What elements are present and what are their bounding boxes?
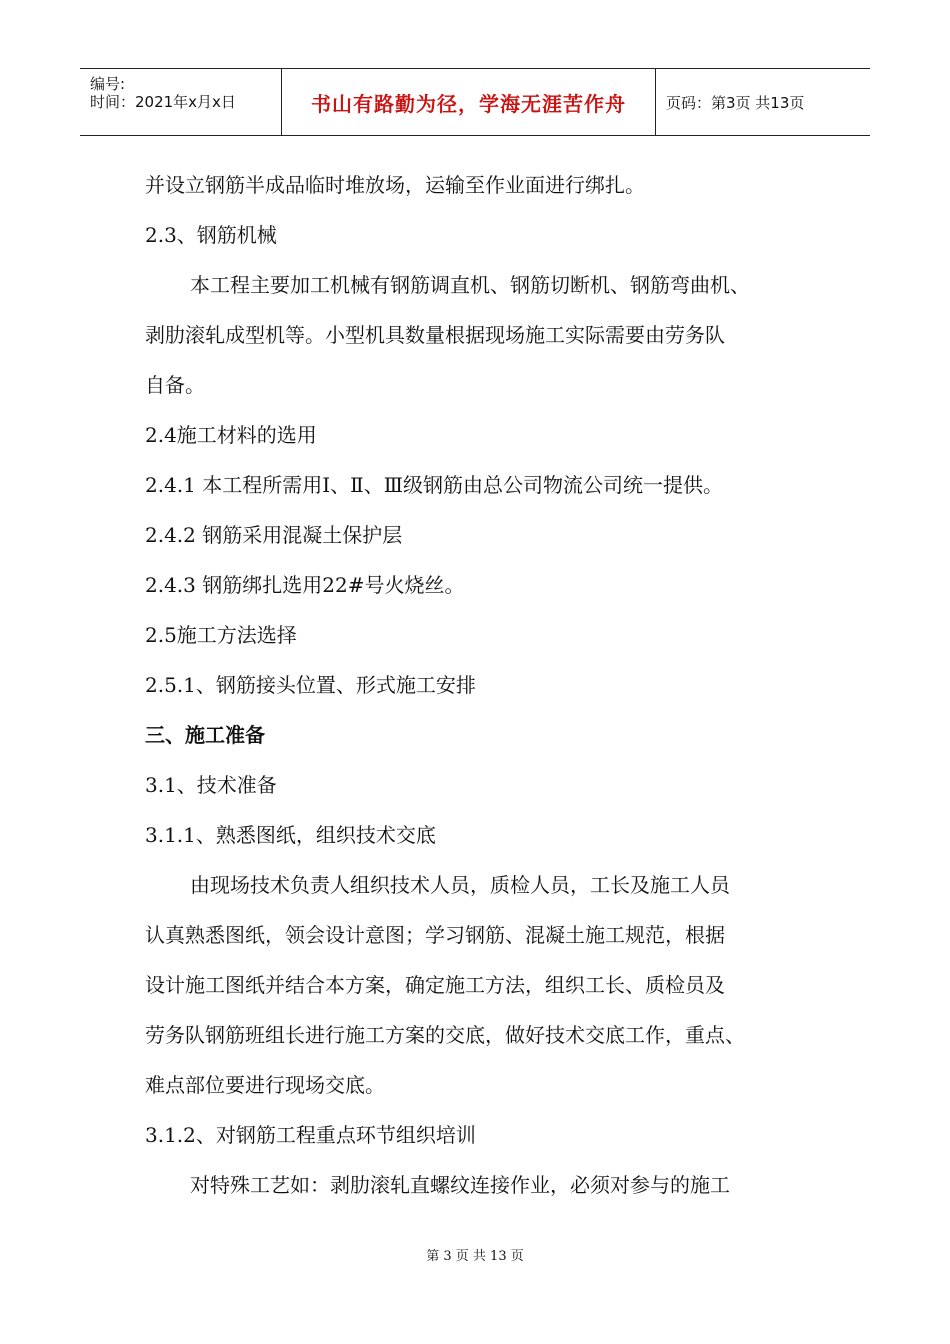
header-motto: 书山有路勤为径，学海无涯苦作舟 bbox=[311, 91, 626, 116]
paragraph-line: 本工程主要加工机械有钢筋调直机、钢筋切断机、钢筋弯曲机、 bbox=[190, 273, 750, 297]
header-page-info: 页码：第3页 共13页 bbox=[666, 93, 805, 112]
paragraph-line: 2.4.3 钢筋绑扎选用22#号火烧丝。 bbox=[145, 573, 465, 597]
header-page-cell bbox=[656, 69, 870, 135]
section-heading: 3.1.1、熟悉图纸，组织技术交底 bbox=[145, 823, 436, 847]
paragraph-line: 设计施工图纸并结合本方案，确定施工方法，组织工长、质检员及 bbox=[145, 973, 725, 997]
page-footer: 第 3 页 共 13 页 bbox=[426, 1249, 524, 1264]
paragraph-line: 并设立钢筋半成品临时堆放场，运输至作业面进行绑扎。 bbox=[145, 173, 645, 197]
chapter-heading: 三、施工准备 bbox=[145, 723, 265, 747]
section-heading: 2.3、钢筋机械 bbox=[145, 223, 277, 247]
doc-number-label: 编号: bbox=[90, 75, 126, 93]
paragraph-line: 2.4.2 钢筋采用混凝土保护层 bbox=[145, 523, 403, 547]
paragraph-line: 剥肋滚轧成型机等。小型机具数量根据现场施工实际需要由劳务队 bbox=[145, 323, 725, 347]
paragraph-line: 难点部位要进行现场交底。 bbox=[145, 1073, 385, 1097]
paragraph-line: 2.4.1 本工程所需用Ⅰ、Ⅱ、Ⅲ级钢筋由总公司物流公司统一提供。 bbox=[145, 473, 724, 497]
header-meta-cell bbox=[80, 69, 282, 135]
paragraph-line: 自备。 bbox=[145, 373, 205, 397]
section-heading: 2.5.1、钢筋接头位置、形式施工安排 bbox=[145, 673, 476, 697]
doc-time-label: 时间：2021年x月x日 bbox=[90, 93, 236, 111]
section-heading: 3.1.2、对钢筋工程重点环节组织培训 bbox=[145, 1123, 476, 1147]
page-header bbox=[80, 68, 870, 136]
paragraph-line: 认真熟悉图纸，领会设计意图；学习钢筋、混凝土施工规范，根据 bbox=[145, 923, 725, 947]
section-heading: 2.5施工方法选择 bbox=[145, 623, 297, 647]
paragraph-line: 由现场技术负责人组织技术人员，质检人员，工长及施工人员 bbox=[190, 873, 730, 897]
section-heading: 2.4施工材料的选用 bbox=[145, 423, 317, 447]
header-motto-cell bbox=[282, 69, 656, 135]
paragraph-line: 对特殊工艺如：剥肋滚轧直螺纹连接作业，必须对参与的施工 bbox=[190, 1173, 730, 1197]
paragraph-line: 劳务队钢筋班组长进行施工方案的交底，做好技术交底工作，重点、 bbox=[145, 1023, 745, 1047]
section-heading: 3.1、技术准备 bbox=[145, 773, 277, 797]
